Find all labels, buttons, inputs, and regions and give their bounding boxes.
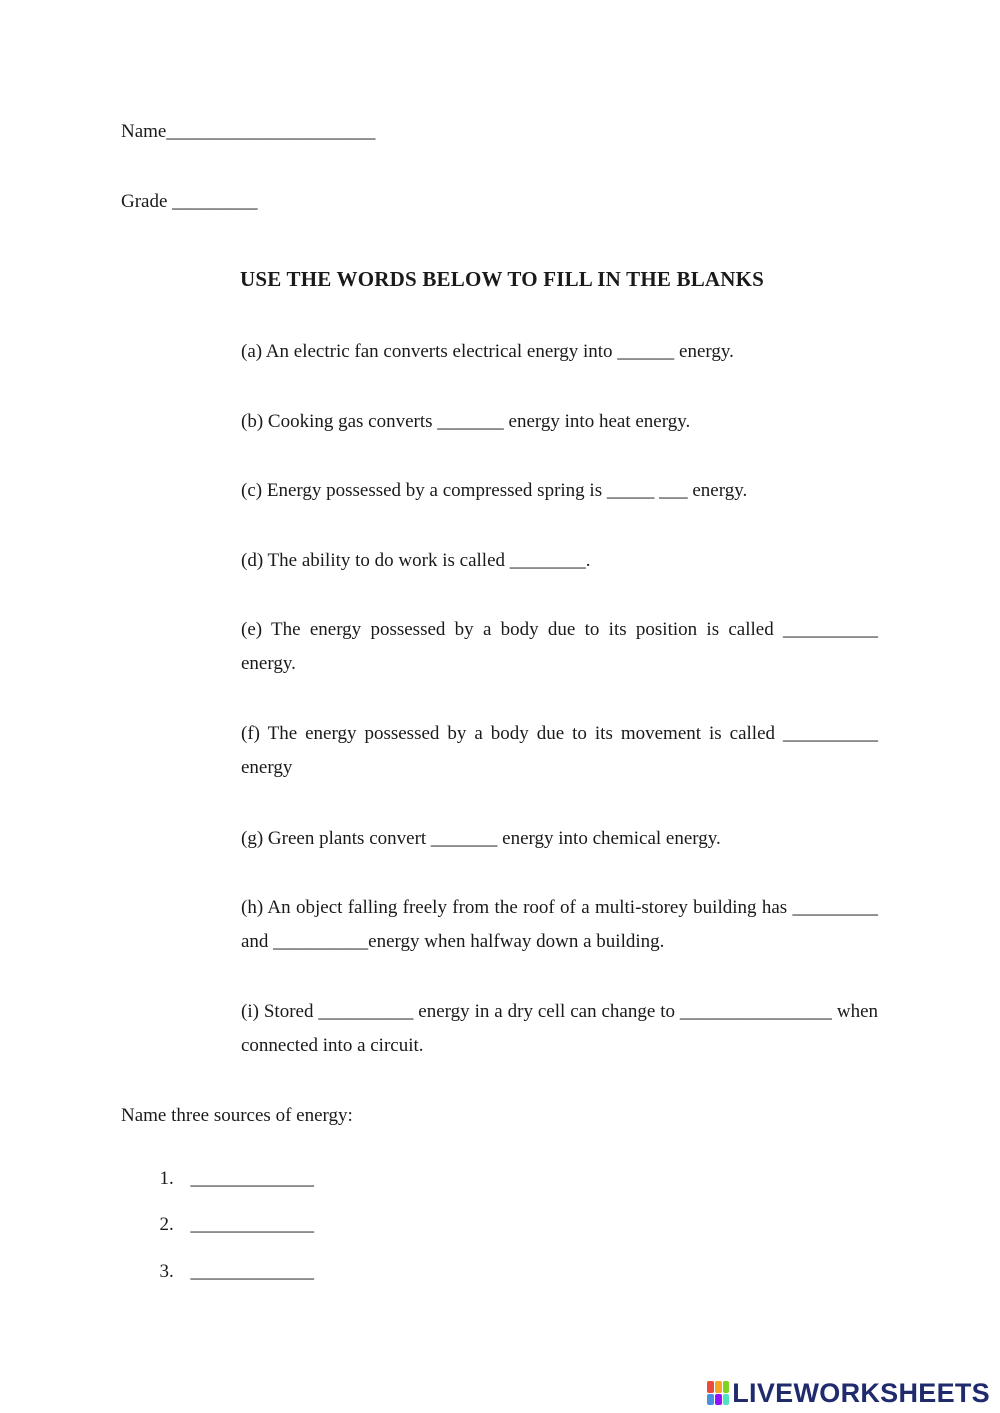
source-item-3[interactable]	[150, 1236, 314, 1284]
question-g: (g) Green plants convert _______ energy into chemical energy.	[241, 828, 721, 849]
logo-block	[723, 1381, 730, 1393]
logo-block	[715, 1394, 722, 1406]
grade-field[interactable]: Grade _________	[121, 191, 258, 212]
liveworksheets-logo	[707, 1378, 990, 1408]
question-c: (c) Energy possessed by a compressed spring is _____ ___ energy.	[241, 480, 748, 501]
question-a: (a) An electric fan converts electrical energy into ______ energy.	[241, 341, 734, 362]
sources-prompt: Name three sources of energy:	[121, 1105, 353, 1126]
question-f: (f) The energy possessed by a body due to its movement is called __________ energy	[241, 723, 878, 778]
list-number: 3.	[159, 1261, 174, 1282]
logo-block	[707, 1394, 714, 1406]
name-field[interactable]: Name______________________	[121, 121, 376, 142]
question-e: (e) The energy possessed by a body due to its position is called __________ energy.	[241, 619, 878, 674]
list-number: 2.	[159, 1214, 174, 1235]
logo-block	[723, 1394, 730, 1406]
answer-blank[interactable]: _____________	[190, 1261, 314, 1282]
source-item-2[interactable]	[150, 1189, 314, 1237]
logo-text: LIVEWORKSHEETS	[732, 1378, 990, 1408]
question-i: (i) Stored __________ energy in a dry cell can change to ________________ when connected into a circuit.	[241, 1001, 878, 1056]
question-h: (h) An object falling freely from the roof of a multi-storey building has _________ and __________energy when halfway down a building.	[241, 897, 878, 952]
list-number: 1.	[159, 1168, 174, 1189]
logo-blocks-icon	[707, 1381, 729, 1405]
logo-block	[715, 1381, 722, 1393]
source-item-1[interactable]	[150, 1143, 314, 1191]
logo-block	[707, 1381, 714, 1393]
answer-blank[interactable]: _____________	[190, 1168, 314, 1189]
question-d: (d) The ability to do work is called ________.	[241, 550, 591, 571]
worksheet-title: USE THE WORDS BELOW TO FILL IN THE BLANKS	[240, 267, 765, 291]
answer-blank[interactable]: _____________	[190, 1214, 314, 1235]
question-b: (b) Cooking gas converts _______ energy into heat energy.	[241, 411, 691, 432]
